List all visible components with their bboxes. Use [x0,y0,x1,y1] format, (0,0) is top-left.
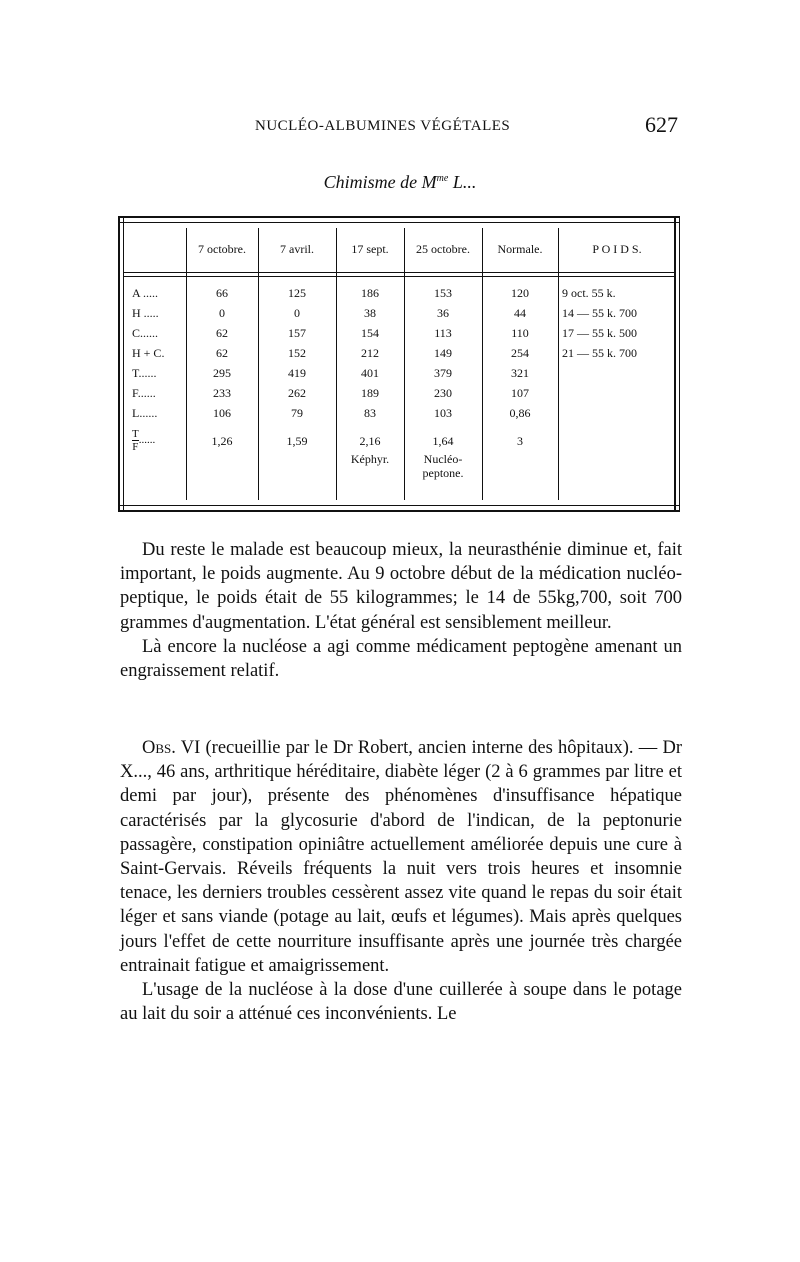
table-caption [0,172,800,193]
paragraph: Du reste le malade est beaucoup mieux, la neurasthénie diminue et, fait important, le poids augmente. Au 9 octobre début de la médication nucléo-peptique, le poids était de 55 kilogrammes; le 14 de 55kg,700, soit 700 grammes d'augmentation. L'état général est sensiblement meilleur. [120,540,682,633]
table-cell: 36 [437,306,449,320]
chemistry-table [118,216,680,512]
body-block-1 [120,538,682,683]
page-header [120,114,680,142]
table-cell: 230 [434,386,452,400]
table-cell: 103 [434,406,452,420]
table-cell: 0 [294,306,300,320]
table-cell: 379 [434,366,452,380]
note-kephyr: Képhyr. [350,452,390,466]
table-cell: 79 [291,406,303,420]
fraction [132,428,139,453]
row-label: F...... [132,386,156,400]
table-cell: 419 [288,366,306,380]
table-cell: 152 [288,346,306,360]
poids-entry: 14 — 55 k. 700 [562,306,637,320]
table-cell: 262 [288,386,306,400]
table-cell: 0,86 [509,406,531,420]
page-number: 627 [645,112,678,137]
row-label: C...... [132,326,159,340]
table-row [118,366,680,382]
table-row [118,346,680,362]
table-row [118,326,680,342]
header-rule-2 [124,276,674,277]
body-block-2 [120,736,682,1026]
table-cell: 62 [216,326,228,340]
table-row [118,386,680,402]
table-cell: 107 [511,386,529,400]
table-cell: 254 [511,346,529,360]
table-cell: 2,16 [359,434,381,448]
column-header: P O I D S. [592,242,642,256]
column-header: 7 avril. [280,242,314,256]
table-cell: 120 [511,286,529,300]
note-nucleo-2: peptone. [422,466,464,480]
fraction-denominator: F [132,441,139,453]
caption-suffix: L... [448,172,477,192]
table-row-ratio [118,428,680,480]
table-cell: 0 [219,306,225,320]
column-header: 17 sept. [351,242,389,256]
table-cell: 154 [361,326,379,340]
table-cell: 149 [434,346,452,360]
paragraph-obs [120,736,682,978]
table-cell: 233 [213,386,231,400]
fraction-numerator: T [132,428,139,440]
column-header: Normale. [497,242,543,256]
table-cell: 212 [361,346,379,360]
table-cell: 66 [216,286,228,300]
table-cell: 1,64 [432,434,454,448]
caption-prefix: Chimisme de M [323,172,437,192]
poids-entry: 21 — 55 k. 700 [562,346,637,360]
table-row [118,306,680,322]
table-cell: 38 [364,306,376,320]
row-label-dots: ...... [138,434,156,447]
running-title: NUCLÉO-ALBUMINES VÉGÉTALES [255,118,511,134]
table-cell: 83 [364,406,376,420]
table-top-rule [118,222,680,223]
table-cell: 401 [361,366,379,380]
row-label: L...... [132,406,158,420]
column-header: 25 octobre. [416,242,470,256]
note-nucleo-1: Nucléo- [423,452,463,466]
table-cell: 106 [213,406,231,420]
row-label: A ..... [132,286,159,300]
table-cell: 186 [361,286,379,300]
poids-entry: 17 — 55 k. 500 [562,326,637,340]
row-label: T...... [132,366,157,380]
row-label: H ..... [132,306,159,320]
table-cell: 113 [434,326,452,340]
table-cell: 157 [288,326,306,340]
poids-entry: 9 oct. 55 k. [562,286,616,300]
paragraph: L'usage de la nucléose à la dose d'une cuillerée à soupe dans le potage au lait du soir a atténué ces inconvénients. Le [120,980,682,1025]
table-cell: 295 [213,366,231,380]
table-cell: 189 [361,386,379,400]
table-cell: 1,26 [211,434,233,448]
table-cell: 1,59 [286,434,308,448]
table-row [118,406,680,422]
table-cell: 3 [517,434,523,448]
table-cell: 153 [434,286,452,300]
obs-lead: Obs. VI [142,738,201,758]
row-label: H + C. [132,346,165,360]
table-cell: 44 [514,306,526,320]
table-cell: 110 [511,326,529,340]
table-row [118,286,680,302]
caption-sup: me [436,173,449,184]
obs-text: (recueillie par le Dr Robert, ancien interne des hôpitaux). — Dr X..., 46 ans, arthritique héréditaire, diabète léger (2 à 6 grammes par litre et demi par jour), présente des phénomènes d'insuffisance hépatique caractérisés par la glycosurie d'abord de l'indican, de la peptonurie passagère, constipation opiniâtre actuellement améliorée depuis une cure à Saint-Gervais. Réveils fréquents la nuit vers trois heures et insomnie tenace, les derniers troubles cessèrent assez vite quand le repas du soir était léger et sans viande (potage au lait, œufs et légumes). Mais après quelques jours l'effet de cette nourriture insuffisante après une journée très chargée entrainait fatigue et amaigrissement. [120,738,682,976]
column-header: 7 octobre. [198,242,246,256]
row-label-ratio [132,428,155,453]
table-cell: 321 [511,366,529,380]
table-cell: 62 [216,346,228,360]
table-bottom-rule [118,505,680,506]
paragraph: Là encore la nucléose a agi comme médicament peptogène amenant un engraissement relatif. [120,636,682,682]
header-rule [124,272,674,273]
table-cell: 125 [288,286,306,300]
